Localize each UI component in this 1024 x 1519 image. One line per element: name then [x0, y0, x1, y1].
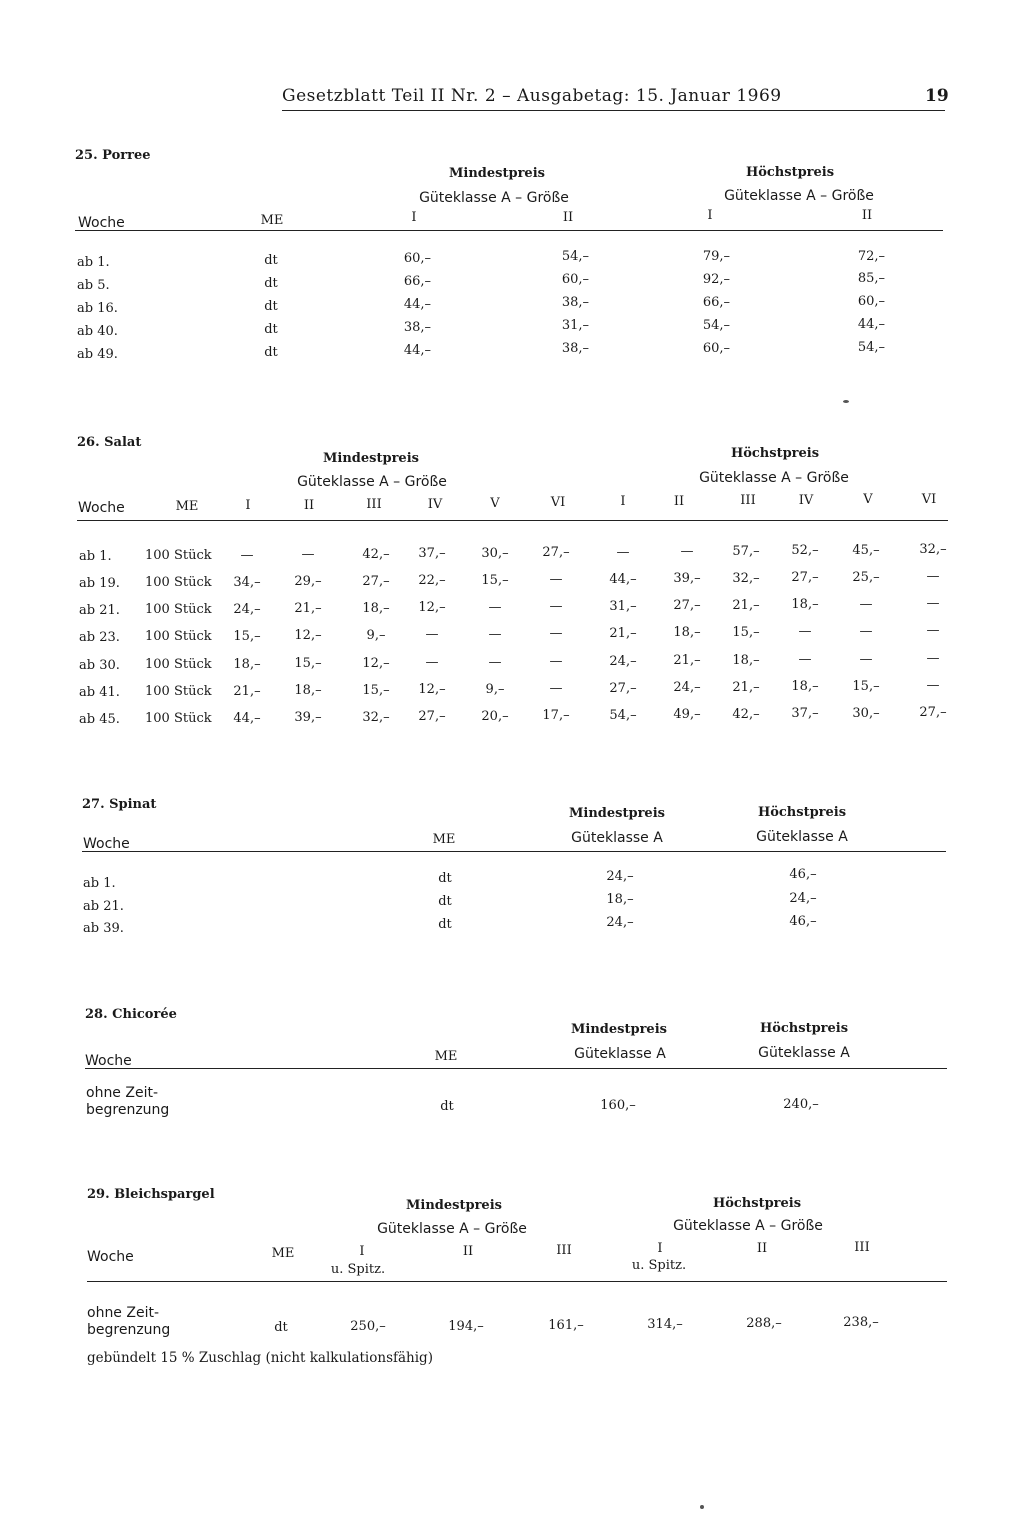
price-cell: 32,–: [732, 571, 760, 586]
price-cell: 60,–: [857, 294, 885, 309]
price-cell: —: [859, 652, 873, 667]
price-cell: 32,–: [919, 542, 947, 557]
price-cell: 25,–: [852, 570, 880, 585]
price-cell: 18,–: [294, 683, 322, 698]
week-cell: ab 49.: [77, 347, 118, 362]
scan-speck: [843, 400, 849, 403]
price-cell: 66,–: [702, 295, 730, 310]
price-cell: —: [301, 547, 315, 562]
price-cell: 21,–: [732, 680, 760, 695]
col-me: ME: [175, 499, 199, 514]
price-cell: 24,–: [609, 654, 637, 669]
unit-cell: 100 Stück: [145, 629, 212, 644]
price-cell: 17,–: [542, 708, 570, 723]
section-title: 27. Spinat: [82, 797, 157, 812]
table-rule: [82, 851, 946, 852]
price-cell: —: [680, 544, 694, 559]
price-cell: 238,–: [843, 1315, 879, 1330]
price-cell: 250,–: [350, 1319, 386, 1334]
price-cell: —: [859, 624, 873, 639]
price-cell: 44,–: [233, 711, 261, 726]
price-cell: —: [488, 600, 502, 615]
col-size: II: [303, 498, 315, 513]
col-me: ME: [260, 213, 284, 228]
price-cell: 30,–: [481, 546, 509, 561]
price-cell: —: [926, 623, 940, 638]
price-cell: —: [425, 655, 439, 670]
price-cell: 24,–: [789, 891, 817, 906]
table-rule: [75, 230, 943, 231]
unit-cell: 100 Stück: [145, 684, 212, 699]
price-cell: 32,–: [362, 710, 390, 725]
price-cell: —: [549, 599, 563, 614]
col-size: I: [707, 208, 713, 223]
table-rule: [87, 1281, 947, 1282]
scan-speck: [700, 1505, 704, 1509]
week-cell: ohne Zeit-: [87, 1305, 160, 1321]
col-woche: Woche: [87, 1249, 134, 1265]
price-cell: 21,–: [673, 653, 701, 668]
price-cell: 54,–: [702, 318, 730, 333]
price-cell: 20,–: [481, 709, 509, 724]
quality-class-max: Güteklasse A – Größe: [724, 188, 874, 204]
price-cell: 44,–: [403, 343, 431, 358]
quality-class-max: Güteklasse A: [758, 1045, 850, 1061]
price-cell: 85,–: [857, 271, 885, 286]
price-cell: 15,–: [233, 629, 261, 644]
week-cell: ab 21.: [79, 603, 120, 618]
unit-cell: 100 Stück: [145, 657, 212, 672]
price-cell: 54,–: [857, 340, 885, 355]
price-cell: 21,–: [609, 626, 637, 641]
price-cell: 54,–: [609, 708, 637, 723]
price-cell: 27,–: [791, 570, 819, 585]
week-cell: ab 5.: [77, 278, 110, 293]
price-cell: 12,–: [418, 600, 446, 615]
col-size: II: [861, 208, 873, 223]
price-cell: 29,–: [294, 574, 322, 589]
price-cell: 38,–: [403, 320, 431, 335]
price-cell: 42,–: [362, 547, 390, 562]
week-cell: ab 21.: [83, 899, 124, 914]
min-price-heading: Mindestpreis: [569, 806, 665, 821]
section-title: 25. Porree: [75, 148, 151, 163]
max-price-heading: Höchstpreis: [730, 446, 820, 461]
week-cell: begrenzung: [86, 1102, 170, 1118]
price-cell: 15,–: [481, 573, 509, 588]
price-cell: 37,–: [791, 706, 819, 721]
quality-class-min: Güteklasse A – Größe: [377, 1221, 527, 1237]
col-size: II: [673, 494, 685, 509]
col-size: II: [562, 210, 574, 225]
price-cell: 21,–: [294, 601, 322, 616]
price-cell: 46,–: [789, 867, 817, 882]
col-size: III: [556, 1243, 572, 1258]
price-cell: 161,–: [548, 1318, 584, 1333]
price-cell: 54,–: [561, 249, 589, 264]
price-cell: 27,–: [362, 574, 390, 589]
quality-class-max: Güteklasse A – Größe: [673, 1218, 823, 1234]
price-cell: 27,–: [609, 681, 637, 696]
week-cell: ab 16.: [77, 301, 118, 316]
section-title: 28. Chicorée: [85, 1007, 177, 1022]
price-cell: —: [798, 652, 812, 667]
price-cell: 18,–: [606, 892, 634, 907]
price-cell: 9,–: [366, 628, 386, 643]
price-cell: —: [549, 654, 563, 669]
price-cell: 288,–: [746, 1316, 782, 1331]
page-header-title: Gesetzblatt Teil II Nr. 2 – Ausgabetag: 15. Januar 1969: [282, 86, 782, 106]
price-cell: 66,–: [403, 274, 431, 289]
col-woche: Woche: [83, 836, 130, 852]
price-cell: 12,–: [362, 656, 390, 671]
col-size: I: [620, 494, 626, 509]
col-size: VI: [921, 492, 937, 507]
col-subheading: u. Spitz.: [631, 1258, 687, 1273]
col-size: I: [245, 498, 251, 513]
price-cell: 18,–: [233, 657, 261, 672]
price-cell: —: [488, 627, 502, 642]
min-price-heading: Mindestpreis: [406, 1198, 502, 1213]
col-size: VI: [550, 495, 566, 510]
quality-class-min: Güteklasse A – Größe: [297, 474, 447, 490]
week-cell: ab 30.: [79, 658, 120, 673]
price-cell: 12,–: [294, 628, 322, 643]
week-cell: ab 1.: [79, 549, 112, 564]
unit-cell: 100 Stück: [145, 602, 212, 617]
unit-cell: 100 Stück: [145, 711, 212, 726]
price-cell: 60,–: [403, 251, 431, 266]
week-cell: ab 1.: [77, 255, 110, 270]
price-cell: 39,–: [294, 710, 322, 725]
price-cell: 12,–: [418, 682, 446, 697]
price-cell: 22,–: [418, 573, 446, 588]
table-rule: [77, 520, 948, 521]
col-me: ME: [432, 832, 456, 847]
price-cell: —: [549, 626, 563, 641]
price-cell: —: [240, 548, 254, 563]
col-woche: Woche: [85, 1053, 132, 1069]
unit-cell: 100 Stück: [145, 548, 212, 563]
price-cell: 15,–: [852, 679, 880, 694]
price-cell: —: [926, 596, 940, 611]
unit-cell: dt: [274, 1320, 288, 1335]
price-cell: 44,–: [403, 297, 431, 312]
col-woche: Woche: [78, 215, 125, 231]
col-size: II: [462, 1244, 474, 1259]
week-cell: ab 19.: [79, 576, 120, 591]
unit-cell: dt: [264, 276, 278, 291]
col-me: ME: [271, 1246, 295, 1261]
price-cell: 18,–: [791, 597, 819, 612]
price-cell: 37,–: [418, 546, 446, 561]
col-size: I: [359, 1244, 365, 1259]
price-cell: —: [926, 678, 940, 693]
max-price-heading: Höchstpreis: [745, 165, 835, 180]
unit-cell: dt: [264, 253, 278, 268]
price-cell: —: [549, 572, 563, 587]
unit-cell: dt: [264, 322, 278, 337]
quality-class-min: Güteklasse A: [571, 830, 663, 846]
unit-cell: dt: [440, 1099, 454, 1114]
quality-class-max: Güteklasse A – Größe: [699, 470, 849, 486]
price-cell: 18,–: [791, 679, 819, 694]
price-cell: —: [926, 651, 940, 666]
col-size: III: [366, 497, 382, 512]
price-cell: 24,–: [673, 680, 701, 695]
week-cell: ab 40.: [77, 324, 118, 339]
price-cell: 92,–: [702, 272, 730, 287]
price-cell: 27,–: [418, 709, 446, 724]
quality-class-min: Güteklasse A – Größe: [419, 190, 569, 206]
col-size: IV: [427, 497, 443, 512]
week-cell: begrenzung: [87, 1322, 171, 1338]
price-cell: —: [926, 569, 940, 584]
quality-class-min: Güteklasse A: [574, 1046, 666, 1062]
price-cell: 24,–: [606, 869, 634, 884]
max-price-heading: Höchstpreis: [759, 1021, 849, 1036]
unit-cell: dt: [438, 871, 452, 886]
col-size: II: [756, 1241, 768, 1256]
price-cell: 15,–: [732, 625, 760, 640]
price-cell: 21,–: [233, 684, 261, 699]
price-cell: 49,–: [673, 707, 701, 722]
price-cell: 18,–: [362, 601, 390, 616]
price-cell: 57,–: [732, 544, 760, 559]
price-cell: —: [425, 627, 439, 642]
price-cell: 27,–: [919, 705, 947, 720]
week-cell: ab 23.: [79, 630, 120, 645]
price-cell: —: [488, 655, 502, 670]
unit-cell: dt: [264, 299, 278, 314]
max-price-heading: Höchstpreis: [712, 1196, 802, 1211]
price-cell: 46,–: [789, 914, 817, 929]
col-size: III: [854, 1240, 870, 1255]
price-cell: 60,–: [702, 341, 730, 356]
unit-cell: dt: [438, 917, 452, 932]
col-size: I: [411, 210, 417, 225]
price-cell: 9,–: [485, 682, 505, 697]
min-price-heading: Mindestpreis: [323, 451, 419, 466]
price-cell: 27,–: [542, 545, 570, 560]
price-cell: 24,–: [233, 602, 261, 617]
col-size: V: [490, 496, 500, 511]
quality-class-max: Güteklasse A: [756, 829, 848, 845]
price-cell: 60,–: [561, 272, 589, 287]
page-number: 19: [925, 86, 949, 106]
price-cell: 52,–: [791, 543, 819, 558]
week-cell: ab 1.: [83, 876, 116, 891]
week-cell: ab 41.: [79, 685, 120, 700]
col-size: I: [657, 1241, 663, 1256]
price-cell: 30,–: [852, 706, 880, 721]
col-subheading: u. Spitz.: [330, 1262, 386, 1277]
price-cell: 39,–: [673, 571, 701, 586]
price-cell: —: [859, 597, 873, 612]
col-size: V: [863, 492, 873, 507]
unit-cell: dt: [438, 894, 452, 909]
week-cell: ab 45.: [79, 712, 120, 727]
price-cell: —: [549, 681, 563, 696]
price-cell: 15,–: [362, 683, 390, 698]
footnote: gebündelt 15 % Zuschlag (nicht kalkulationsfähig): [87, 1350, 433, 1366]
section-title: 29. Bleichspargel: [87, 1187, 215, 1202]
price-cell: 194,–: [448, 1319, 484, 1334]
price-cell: 24,–: [606, 915, 634, 930]
price-cell: 34,–: [233, 575, 261, 590]
price-cell: 44,–: [609, 572, 637, 587]
max-price-heading: Höchstpreis: [757, 805, 847, 820]
price-cell: 72,–: [857, 249, 885, 264]
price-cell: 79,–: [702, 249, 730, 264]
price-cell: 38,–: [561, 341, 589, 356]
week-cell: ohne Zeit-: [86, 1085, 159, 1101]
col-size: III: [740, 493, 756, 508]
min-price-heading: Mindestpreis: [571, 1022, 667, 1037]
col-me: ME: [434, 1049, 458, 1064]
price-cell: 18,–: [732, 653, 760, 668]
price-cell: 160,–: [600, 1098, 636, 1113]
price-cell: 27,–: [673, 598, 701, 613]
header-rule: [282, 110, 945, 111]
price-cell: —: [616, 545, 630, 560]
price-cell: 42,–: [732, 707, 760, 722]
price-cell: 31,–: [561, 318, 589, 333]
table-rule: [85, 1068, 947, 1069]
price-cell: 31,–: [609, 599, 637, 614]
price-cell: 21,–: [732, 598, 760, 613]
price-cell: 314,–: [647, 1317, 683, 1332]
col-woche: Woche: [78, 500, 125, 516]
price-cell: —: [798, 624, 812, 639]
price-cell: 45,–: [852, 543, 880, 558]
unit-cell: 100 Stück: [145, 575, 212, 590]
price-cell: 15,–: [294, 656, 322, 671]
col-size: IV: [798, 493, 814, 508]
min-price-heading: Mindestpreis: [449, 166, 545, 181]
price-cell: 240,–: [783, 1097, 819, 1112]
unit-cell: dt: [264, 345, 278, 360]
price-cell: 18,–: [673, 625, 701, 640]
price-cell: 38,–: [561, 295, 589, 310]
price-cell: 44,–: [857, 317, 885, 332]
section-title: 26. Salat: [77, 435, 142, 450]
week-cell: ab 39.: [83, 921, 124, 936]
